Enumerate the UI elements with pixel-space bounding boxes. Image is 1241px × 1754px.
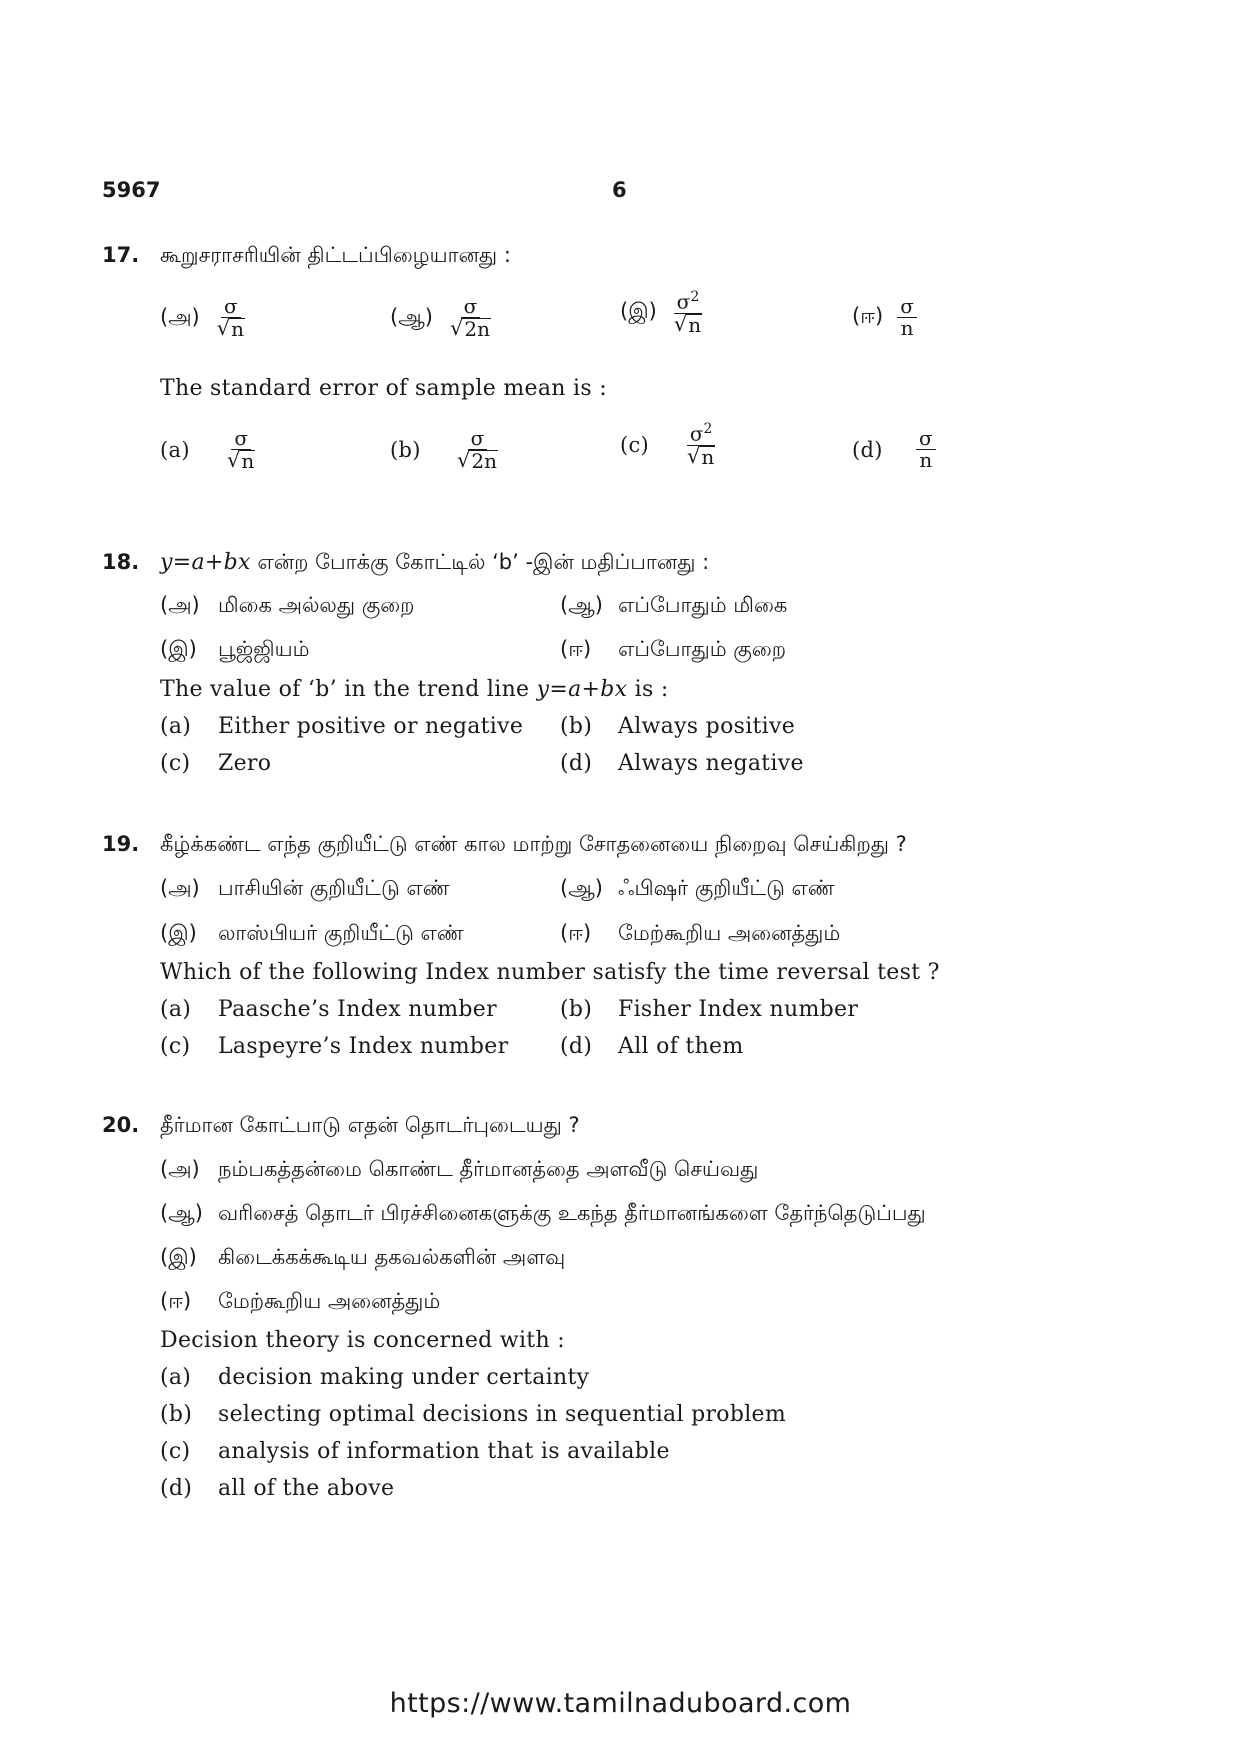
fraction: σ √ n — [216, 294, 245, 341]
q20-english-option-c: (c) analysis of information that is available — [160, 1439, 670, 1464]
q19-tamil-option-1: (அ) பாசியின் குறியீட்டு எண் — [160, 876, 450, 900]
q19-tamil-option-2: (ஆ) ஃபிஷர் குறியீட்டு எண் — [560, 876, 835, 900]
q20-tamil-question: தீர்மான கோட்பாடு எதன் தொடர்புடையது ? — [160, 1113, 580, 1137]
q20-english-option-d: (d) all of the above — [160, 1476, 395, 1501]
question-number-18: 18. — [102, 550, 140, 574]
q20-english-option-b: (b) selecting optimal decisions in sequential problem — [160, 1402, 787, 1427]
q20-tamil-option-4: (ஈ) மேற்கூறிய அனைத்தும் — [160, 1289, 441, 1313]
q17-english-option-d — [852, 428, 936, 471]
q20-tamil-option-2: (ஆ) வரிசைத் தொடர் பிரச்சினைகளுக்கு உகந்த தீர்மானங்களை தேர்ந்தெடுப்பது — [160, 1201, 926, 1225]
exam-code: 5967 — [102, 178, 161, 202]
q17-tamil-question: கூறுசராசரியின் திட்டப்பிழையானது : — [160, 243, 511, 267]
q18-english-option-c: (c) Zero — [160, 751, 272, 776]
option-label: (அ) — [160, 304, 200, 329]
q18-english-option-d: (d) Always negative — [560, 751, 804, 776]
q20-english-option-a: (a) decision making under certainty — [160, 1365, 590, 1390]
q19-english-option-a: (a) Paasche’s Index number — [160, 997, 497, 1022]
footer-url[interactable]: https://www.tamilnaduboard.com — [389, 1688, 852, 1719]
fraction: $\sigma^2$ √ n — [687, 421, 715, 469]
option-label: (ஈ) — [852, 304, 884, 328]
fraction: σ √ n — [227, 426, 255, 473]
q19-english-option-c: (c) Laspeyre’s Index number — [160, 1034, 509, 1059]
q17-english-option-b — [390, 428, 501, 472]
fraction: $\sigma^2$ √ n — [673, 289, 702, 337]
option-label: (ஆ) — [390, 304, 433, 329]
trend-equation: y=a+bx — [160, 550, 251, 575]
q17-tamil-option-2 — [390, 296, 494, 340]
question-number-19: 19. — [102, 832, 140, 856]
fraction: $\frac{\sigma}{n}$ — [897, 296, 917, 339]
q19-tamil-option-4: (ஈ) மேற்கூறிய அனைத்தும் — [560, 921, 841, 945]
fraction: $\frac{\sigma}{n}$ — [916, 428, 936, 471]
q20-tamil-option-1: (அ) நம்பகத்தன்மை கொண்ட தீர்மானத்தை அளவீடு செய்வது — [160, 1157, 759, 1181]
q18-english-option-a: (a) Either positive or negative — [160, 714, 524, 739]
q20-tamil-option-3: (இ) கிடைக்கக்கூடிய தகவல்களின் அளவு — [160, 1245, 566, 1269]
q19-english-question: Which of the following Index number satisfy the time reversal test ? — [160, 960, 940, 985]
q18-tamil-option-3: (இ) பூஜ்ஜியம் — [160, 637, 310, 661]
q18-english-option-b: (b) Always positive — [560, 714, 796, 739]
q18-tamil-option-1: (அ) மிகை அல்லது குறை — [160, 593, 415, 617]
q17-tamil-option-4 — [852, 296, 917, 339]
question-number-20: 20. — [102, 1113, 140, 1137]
q19-english-option-d: (d) All of them — [560, 1034, 744, 1059]
option-label: (d) — [852, 437, 883, 462]
question-number-17: 17. — [102, 243, 140, 267]
option-label: (a) — [160, 438, 190, 462]
q19-tamil-question: கீழ்க்கண்ட எந்த குறியீட்டு எண் கால மாற்று சோதனையை நிறைவு செய்கிறது ? — [160, 832, 907, 856]
option-label: (இ) — [620, 299, 657, 324]
q17-tamil-option-3 — [620, 290, 705, 336]
q17-english-question: The standard error of sample mean is : — [160, 376, 607, 401]
q17-english-option-c — [620, 422, 718, 468]
q18-tamil-question-text: என்ற போக்கு கோட்டில் ‘b’ -இன் மதிப்பானது : — [250, 550, 710, 574]
q18-tamil-question — [160, 550, 709, 577]
q17-english-option-a — [160, 428, 258, 472]
fraction: σ √ 2n — [449, 294, 490, 341]
option-label: (c) — [620, 432, 650, 457]
q17-tamil-option-1 — [160, 296, 248, 340]
q19-english-option-b: (b) Fisher Index number — [560, 997, 859, 1022]
q18-english-question: The value of ‘b’ in the trend line y=a+bx is : — [160, 677, 669, 702]
page-number: 6 — [612, 178, 627, 202]
option-label: (b) — [390, 438, 421, 462]
q18-tamil-option-4: (ஈ) எப்போதும் குறை — [560, 637, 787, 661]
fraction: σ √ 2n — [457, 426, 497, 473]
q20-english-question: Decision theory is concerned with : — [160, 1328, 565, 1353]
q19-tamil-option-3: (இ) லாஸ்பியர் குறியீட்டு எண் — [160, 921, 464, 945]
q18-tamil-option-2: (ஆ) எப்போதும் மிகை — [560, 593, 788, 617]
